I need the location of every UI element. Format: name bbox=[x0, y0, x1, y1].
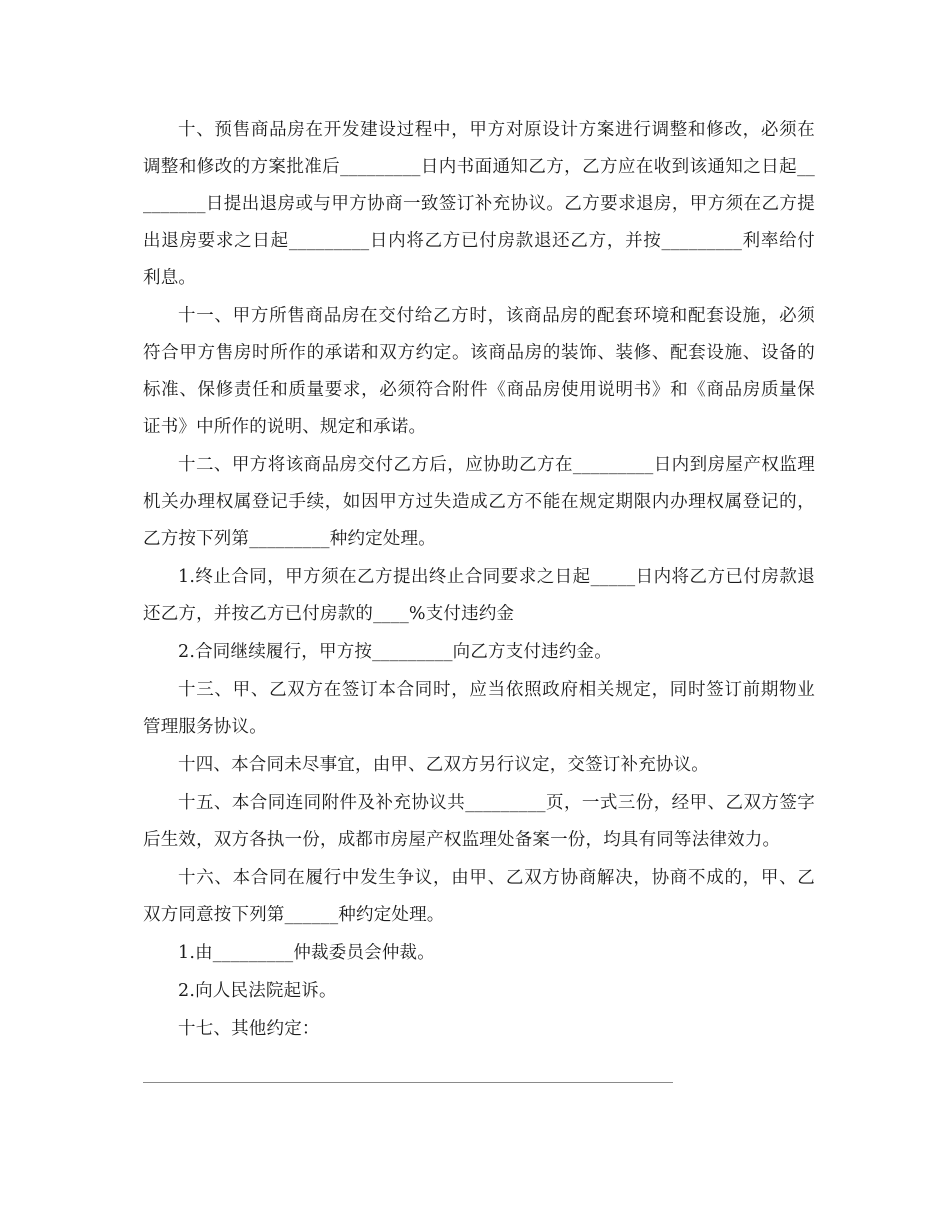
clause-12-option-1: 1.终止合同，甲方须在乙方提出终止合同要求之日起_____日内将乙方已付房款退还乙方，并按乙方已付房款的____%支付违约金 bbox=[143, 567, 815, 624]
clause-12-option-2: 2.合同继续履行，甲方按_________向乙方支付违约金。 bbox=[178, 642, 612, 662]
clause-11: 十一、甲方所售商品房在交付给乙方时，该商品房的配套环境和配套设施，必须符合甲方售房时所作的承诺和双方约定。该商品房的装饰、装修、配套设施、设备的标准、保修责任和质量要求，必须符合附件《商品房使用说明书》和《商品房质量保证书》中所作的说明、规定和承诺。 bbox=[143, 306, 815, 437]
clause-13: 十三、甲、乙双方在签订本合同时，应当依照政府相关规定，同时签订前期物业管理服务协议。 bbox=[143, 680, 815, 737]
clause-16-option-1: 1.由_________仲裁委员会仲裁。 bbox=[178, 943, 435, 963]
clause-17: 十七、其他约定： bbox=[178, 1019, 320, 1039]
clause-14: 十四、本合同未尽事宜，由甲、乙双方另行议定，交签订补充协议。 bbox=[178, 755, 709, 775]
clause-12: 十二、甲方将该商品房交付乙方后，应协助乙方在_________日内到房屋产权监理机关办理权属登记手续，如因甲方过失造成乙方不能在规定期限内办理权属登记的，乙方按下列第_________种约定处理。 bbox=[143, 455, 815, 549]
contract-body bbox=[143, 112, 815, 1049]
fill-in-line bbox=[143, 1082, 673, 1083]
clause-16-option-2: 2.向人民法院起诉。 bbox=[178, 981, 337, 1001]
clause-10: 十、预售商品房在开发建设过程中，甲方对原设计方案进行调整和修改，必须在调整和修改的方案批准后_________日内书面通知乙方，乙方应在收到该通知之日起_________日提出退房或与甲方协商一致签订补充协议。乙方要求退房，甲方须在乙方提出退房要求之日起_________日内将乙方已付房款退还乙方，并按_________利率给付利息。 bbox=[143, 120, 815, 288]
clause-15: 十五、本合同连同附件及补充协议共_________页，一式三份，经甲、乙双方签字后生效，双方各执一份，成都市房屋产权监理处备案一份，均具有同等法律效力。 bbox=[143, 793, 815, 850]
clause-16: 十六、本合同在履行中发生争议，由甲、乙双方协商解决，协商不成的，甲、乙双方同意按下列第______种约定处理。 bbox=[143, 868, 815, 925]
